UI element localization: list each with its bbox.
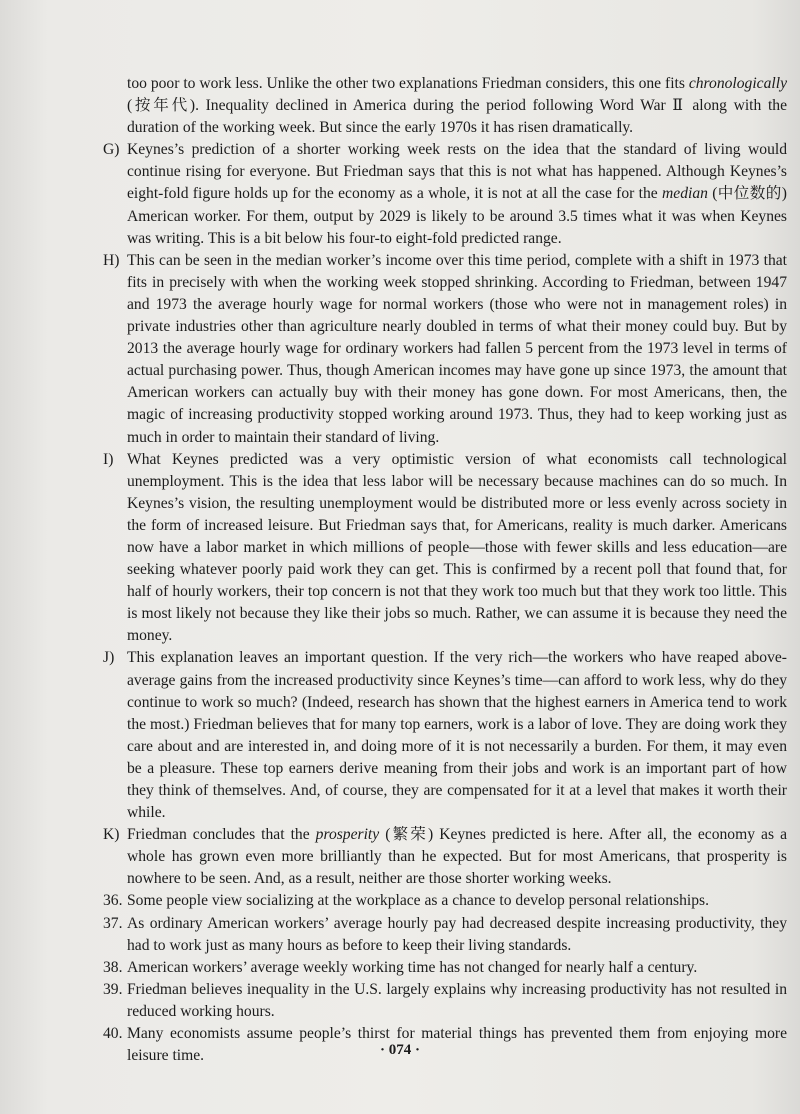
paragraph-j-label: J) (103, 649, 115, 667)
question-39 (103, 979, 787, 1023)
paragraph-i-label: I) (103, 450, 114, 468)
paragraph-g-text-2: (中位数的) American worker. For them, output by 2029 is likely to be around 3.5 times what it was when Keynes was writing. This is a bit below his four-to eight-fold predicted range. (127, 185, 787, 247)
question-36-number: 36. (103, 892, 123, 910)
question-38 (103, 957, 787, 979)
question-40-number: 40. (103, 1025, 123, 1043)
intro-text-1: too poor to work less. Unlike the other two explanations Friedman considers, this one fits (127, 75, 689, 92)
paragraph-j (103, 647, 787, 824)
question-36 (103, 890, 787, 912)
question-37-number: 37. (103, 914, 123, 932)
question-40-text: Many economists assume people’s thirst for material things has prevented them from enjoying more leisure time. (127, 1025, 787, 1065)
paragraph-i-text: What Keynes predicted was a very optimistic version of what economists call technological unemployment. This is the idea that less labor will be necessary because machines can do so much. In Keynes’s vision, the resulting unemployment would be distributed more or less evenly across society in the form of increased leisure. But Friedman says that, for Americans, reality is much darker. Americans now have a labor market in which millions of people—those with fewer skills and less education—are seeking whatever poorly paid work they can get. This is confirmed by a recent poll that found that, for half of hourly workers, their top concern is not that they work too much but that they work too little. This is most likely not because they like their jobs so much. Rather, we can assume it is because they need the money. (127, 450, 787, 645)
paragraph-h (103, 250, 787, 449)
question-37-text: As ordinary American workers’ average hourly pay had decreased despite increasing productivity, they had to work just as many hours as before to keep their living standards. (127, 914, 787, 954)
paragraph-k-emphasis-prosperity: prosperity (315, 826, 380, 844)
page-number: · 074 · (379, 1042, 420, 1058)
paragraph-g-label: G) (103, 141, 120, 159)
page-content (103, 73, 787, 1067)
intro-paragraph-continuation (103, 73, 787, 139)
question-39-text: Friedman believes inequality in the U.S. largely explains why increasing productivity has not resulted in reduced working hours. (127, 980, 787, 1020)
question-36-text: Some people view socializing at the workplace as a chance to develop personal relationships. (127, 892, 709, 910)
question-37 (103, 913, 787, 957)
paragraph-j-text: This explanation leaves an important question. If the very rich—the workers who have reaped above-average gains from the increased productivity since Keynes’s time—can afford to work less, why do they continue to work so much? (Indeed, research has shown that the highest earners in America tend to work the most.) Friedman believes that for many top earners, work is a labor of love. They are doing work they care about and are interested in, and doing more of it is not necessarily a burden. For them, it may even be a pleasure. These top earners derive meaning from their jobs and work is an important part of how they think of themselves. And, of course, they are compensated for it at a level that makes it worth their while. (127, 649, 787, 822)
paragraph-h-label: H) (103, 251, 120, 269)
intro-text-2: (按年代). Inequality declined in America during the period following Word War Ⅱ along with the duration of the working week. But since the early 1970s it has risen dramatically. (127, 97, 787, 137)
paragraph-k-label: K) (103, 826, 120, 844)
paragraph-i (103, 449, 787, 648)
question-39-number: 39. (103, 980, 123, 998)
paragraph-g (103, 139, 787, 249)
paragraph-k-text-1: Friedman concludes that the (127, 826, 316, 844)
intro-emphasis-chronologically: chronologically (688, 75, 787, 92)
paragraph-g-text-1: Keynes’s prediction of a shorter working week rests on the idea that the standard of living would continue rising for everyone. But Friedman says that this is not what has happened. Although Keynes’s eight-fold figure holds up for the economy as a whole, it is not at all the case for the (127, 141, 787, 203)
paragraph-g-emphasis-median: median (662, 185, 708, 203)
paragraph-k (103, 824, 787, 890)
paragraph-h-text: This can be seen in the median worker’s income over this time period, complete with a shift in 1973 that fits in precisely with when the working week stopped shrinking. According to Friedman, between 1947 and 1973 the average hourly wage for normal workers (those who were not in management roles) in private industries other than agriculture nearly doubled in terms of what their money could buy. But by 2013 the average hourly wage for ordinary workers had fallen 5 percent from the 1973 level in terms of actual purchasing power. Thus, though American incomes may have gone up since 1973, the amount that American workers can actually buy with their money has gone down. For most Americans, then, the magic of increasing productivity stopped working around 1973. Thus, they had to keep working just as much in order to maintain their standard of living. (127, 251, 787, 446)
question-38-number: 38. (103, 958, 123, 976)
paragraph-k-text-2: (繁荣) Keynes predicted is here. After all, the economy as a whole has grown even more brilliantly than he expected. But for most Americans, that prosperity is nowhere to be seen. And, as a result, neither are those shorter working weeks. (127, 826, 787, 888)
question-38-text: American workers’ average weekly working time has not changed for nearly half a century. (127, 958, 698, 976)
